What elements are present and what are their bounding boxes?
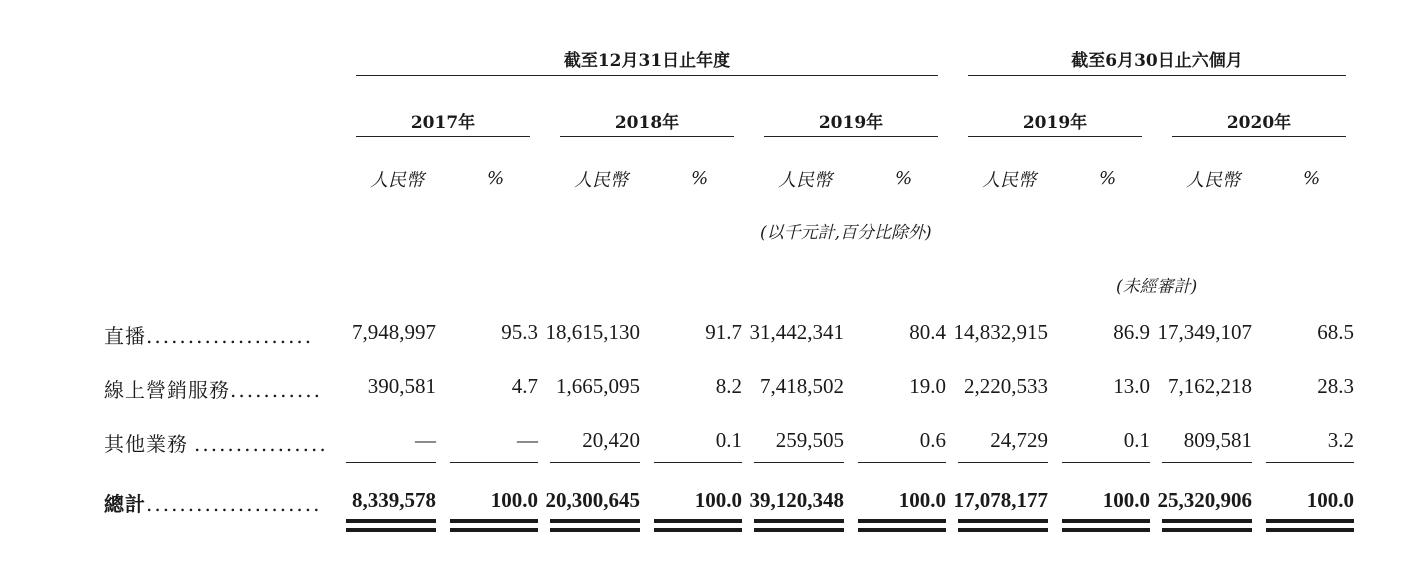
cell-percent: 0.1: [1123, 428, 1150, 452]
percent-label: %: [691, 168, 709, 189]
leader-dots: .....................: [146, 492, 322, 516]
leader-dots: ................: [194, 432, 328, 456]
row-label-other: [104, 428, 328, 457]
percent-label: %: [895, 168, 913, 189]
cell-total-percent: 100.0: [1102, 488, 1150, 512]
total-double-rule: [654, 519, 742, 523]
total-double-rule: [958, 528, 1048, 532]
subtotal-rule: [1266, 462, 1354, 463]
cell-amount: 18,615,130: [545, 320, 640, 344]
subtotal-rule: [550, 462, 640, 463]
header-full-year-rule: [356, 75, 938, 76]
total-double-rule: [1162, 519, 1252, 523]
total-double-rule: [1062, 519, 1150, 523]
cell-percent: 28.3: [1317, 374, 1354, 398]
percent-label: %: [1303, 168, 1321, 189]
total-double-rule: [1062, 528, 1150, 532]
subtotal-rule: [958, 462, 1048, 463]
year-header-2018: 2018年: [614, 113, 680, 133]
cell-percent: —: [517, 428, 538, 452]
row-label-text: 線上營銷服務: [104, 378, 230, 402]
cell-total-amount: 8,339,578: [352, 488, 436, 512]
header-full-year: 截至12月31日止年度: [563, 51, 731, 71]
unit-note: (以千元計,百分比除外): [760, 223, 932, 243]
unaudited-note: (未經審計): [1116, 277, 1198, 297]
cell-amount: 7,162,218: [1168, 374, 1252, 398]
cell-amount: 24,729: [990, 428, 1048, 452]
year-header-2019-h1: 2019年: [1022, 113, 1088, 133]
cell-percent: 91.7: [705, 320, 742, 344]
cell-percent: 19.0: [909, 374, 946, 398]
cell-percent: 13.0: [1113, 374, 1150, 398]
currency-label: 人民幣: [574, 170, 628, 191]
cell-amount: 809,581: [1183, 428, 1252, 452]
cell-percent: 4.7: [511, 374, 538, 398]
cell-amount: 17,349,107: [1157, 320, 1252, 344]
cell-total-amount: 39,120,348: [749, 488, 844, 512]
cell-amount: 390,581: [367, 374, 436, 398]
cell-percent: 8.2: [715, 374, 742, 398]
cell-amount: 7,948,997: [352, 320, 436, 344]
total-double-rule: [1266, 519, 1354, 523]
currency-label: 人民幣: [982, 170, 1036, 191]
subtotal-rule: [754, 462, 844, 463]
row-label-text: 其他業務: [104, 432, 188, 456]
leader-dots: ....................: [146, 324, 314, 348]
cell-amount: 1,665,095: [556, 374, 640, 398]
cell-amount: 31,442,341: [749, 320, 844, 344]
subtotal-rule: [654, 462, 742, 463]
total-double-rule: [754, 519, 844, 523]
cell-amount: 2,220,533: [964, 374, 1048, 398]
subtotal-rule: [1062, 462, 1150, 463]
total-double-rule: [958, 519, 1048, 523]
subtotal-rule: [450, 462, 538, 463]
cell-amount: 7,418,502: [760, 374, 844, 398]
subtotal-rule: [858, 462, 946, 463]
total-double-rule: [450, 519, 538, 523]
row-label-text: 直播: [104, 324, 146, 348]
row-label-live-streaming: [104, 320, 313, 349]
cell-percent: 80.4: [909, 320, 946, 344]
cell-percent: 0.6: [919, 428, 946, 452]
year-rule-2019-h1: [968, 136, 1142, 137]
currency-label: 人民幣: [778, 170, 832, 191]
cell-amount: 20,420: [582, 428, 640, 452]
cell-percent: 0.1: [715, 428, 742, 452]
cell-total-amount: 17,078,177: [953, 488, 1048, 512]
total-double-rule: [550, 528, 640, 532]
total-double-rule: [858, 519, 946, 523]
cell-amount: 14,832,915: [953, 320, 1048, 344]
total-double-rule: [654, 528, 742, 532]
total-double-rule: [1266, 528, 1354, 532]
currency-label: 人民幣: [370, 170, 424, 191]
total-double-rule: [1162, 528, 1252, 532]
cell-amount: 259,505: [775, 428, 844, 452]
subtotal-rule: [1162, 462, 1252, 463]
row-label-online-marketing: [104, 374, 322, 403]
cell-amount: —: [415, 428, 436, 452]
percent-label: %: [1099, 168, 1117, 189]
cell-percent: 68.5: [1317, 320, 1354, 344]
year-header-2017: 2017年: [410, 113, 476, 133]
leader-dots: ...........: [230, 378, 322, 402]
year-rule-2020: [1172, 136, 1346, 137]
year-rule-2018: [560, 136, 734, 137]
cell-total-amount: 20,300,645: [545, 488, 640, 512]
cell-percent: 95.3: [501, 320, 538, 344]
cell-percent: 3.2: [1327, 428, 1354, 452]
cell-percent: 86.9: [1113, 320, 1150, 344]
header-six-months: 截至6月30日止六個月: [1071, 51, 1243, 71]
year-header-2020: 2020年: [1226, 113, 1292, 133]
cell-total-percent: 100.0: [898, 488, 946, 512]
subtotal-rule: [346, 462, 436, 463]
cell-total-percent: 100.0: [490, 488, 538, 512]
total-double-rule: [346, 519, 436, 523]
total-double-rule: [550, 519, 640, 523]
year-rule-2017: [356, 136, 530, 137]
currency-label: 人民幣: [1186, 170, 1240, 191]
row-label-text: 總計: [104, 492, 146, 516]
cell-total-percent: 100.0: [694, 488, 742, 512]
header-six-months-rule: [968, 75, 1346, 76]
row-label-total: [104, 488, 322, 517]
year-rule-2019: [764, 136, 938, 137]
year-header-2019: 2019年: [818, 113, 884, 133]
cell-total-percent: 100.0: [1306, 488, 1354, 512]
total-double-rule: [450, 528, 538, 532]
total-double-rule: [346, 528, 436, 532]
total-double-rule: [754, 528, 844, 532]
percent-label: %: [487, 168, 505, 189]
total-double-rule: [858, 528, 946, 532]
cell-total-amount: 25,320,906: [1157, 488, 1252, 512]
